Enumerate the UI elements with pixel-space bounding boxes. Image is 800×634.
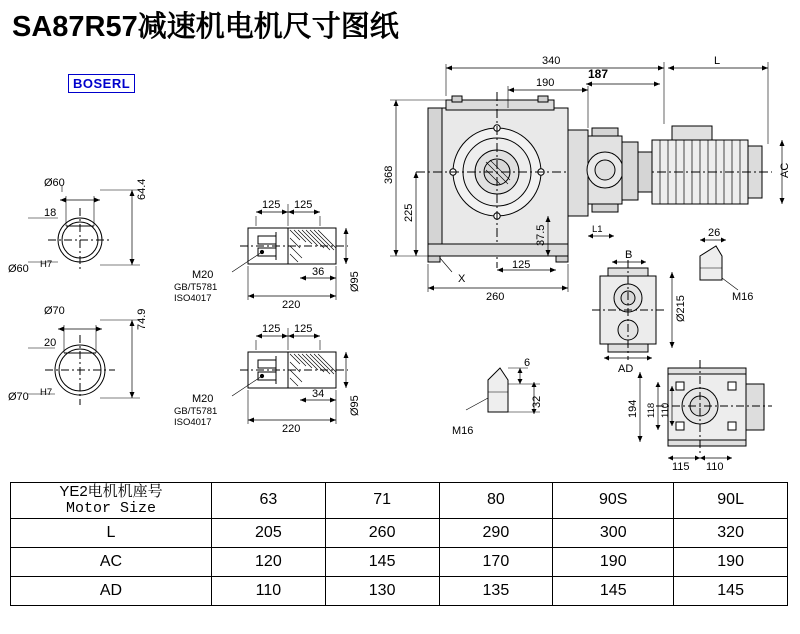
label-hs-top-outer: Ø95 (349, 271, 361, 292)
label-flange-118: 118 (646, 402, 657, 418)
label-key-h: 6 (524, 357, 531, 369)
adapter-end-view (592, 260, 675, 361)
table-header-label-cn: YE2电机机座号 (59, 483, 163, 500)
table-cell-L-3: 300 (553, 518, 674, 547)
key-detail-right (700, 238, 738, 291)
table-header-label (11, 483, 212, 519)
label-mark-X: X (458, 273, 466, 285)
table-cell-AC-3: 190 (553, 547, 674, 576)
label-hs-bottom-outer: Ø95 (349, 395, 361, 416)
label-key-w: 32 (531, 395, 543, 408)
table-cell-AC-1: 145 (325, 547, 439, 576)
table-cell-AC-4: 190 (674, 547, 788, 576)
table-cell-AD-4: 145 (674, 576, 788, 605)
label-width-187: 187 (588, 67, 609, 81)
flange-mount-view (638, 360, 773, 461)
label-shaft-height-top: 64.4 (136, 178, 148, 200)
label-shaft-fit-top: Ø60 (8, 263, 29, 275)
label-hs-bottom-std1: GB/T5781 (174, 406, 218, 417)
label-height-225: 225 (403, 203, 415, 222)
table-row-label-L: L (11, 518, 212, 547)
hollow-shaft-top (232, 204, 349, 300)
label-width-190: 190 (536, 77, 555, 89)
label-hs-top-len: 36 (312, 266, 325, 278)
label-hs-top-total: 220 (282, 299, 301, 311)
table-cell-L-1: 260 (325, 518, 439, 547)
label-motor-AC: AC (779, 162, 791, 178)
label-key-width-top: 18 (44, 207, 57, 219)
label-height-368: 368 (383, 165, 395, 184)
label-shaft-height-bottom: 74.9 (136, 308, 148, 330)
label-hs-top-std1: GB/T5781 (174, 282, 218, 293)
table-header-row (11, 483, 788, 519)
table-header-size-2: 80 (439, 483, 553, 519)
label-flange-110: 110 (660, 402, 671, 418)
label-shaft-fit-bottom: Ø70 (8, 391, 29, 403)
table-cell-AD-0: 110 (212, 576, 326, 605)
label-hs-bottom-std2: ISO4017 (174, 417, 212, 428)
label-flange-115: 115 (672, 461, 690, 473)
table-cell-AD-1: 130 (325, 576, 439, 605)
table-row (11, 547, 788, 576)
label-dia-215: Ø215 (675, 295, 687, 322)
label-dim-260: 260 (486, 291, 505, 303)
label-thread-M16-right: M16 (732, 291, 754, 303)
table-cell-AC-0: 120 (212, 547, 326, 576)
table-cell-L-2: 290 (439, 518, 553, 547)
label-width-340: 340 (542, 55, 561, 67)
table-header-size-3: 90S (553, 483, 674, 519)
table-row-label-AC: AC (11, 547, 212, 576)
table-cell-AC-2: 170 (439, 547, 553, 576)
label-hs-bottom-total: 220 (282, 423, 301, 435)
label-dim-26: 26 (708, 227, 721, 239)
table-cell-L-4: 320 (674, 518, 788, 547)
label-shaft-dia-bottom: Ø70 (44, 305, 65, 317)
label-hs-top-std2: ISO4017 (174, 293, 212, 304)
label-key-width-bottom: 20 (44, 337, 57, 349)
table-header-size-0: 63 (212, 483, 326, 519)
label-hs-top-d1: 125 (262, 199, 281, 211)
label-shaft-fit-sup-bottom: H7 (40, 387, 53, 398)
table-row (11, 576, 788, 605)
brand-logo: BOSERL (68, 74, 135, 93)
table-row-label-AD: AD (11, 576, 212, 605)
label-dim-125: 125 (512, 259, 531, 271)
label-hs-bottom-d1: 125 (262, 323, 281, 335)
label-hs-bottom-d2: 125 (294, 323, 313, 335)
table-cell-L-0: 205 (212, 518, 326, 547)
table-cell-AD-2: 135 (439, 576, 553, 605)
table-header-label-en: Motor Size (65, 500, 156, 518)
motor-size-table (10, 482, 788, 606)
label-hs-bottom-len: 34 (312, 388, 325, 400)
table-header-size-4: 90L (674, 483, 788, 519)
key-detail-lower (466, 368, 540, 414)
label-dim-L1: L1 (592, 224, 603, 235)
table-row (11, 518, 788, 547)
label-hs-top-d2: 125 (294, 199, 313, 211)
hollow-shaft-bottom (232, 328, 349, 424)
label-key-M16: M16 (452, 425, 474, 437)
label-shaft-dia-top: Ø60 (44, 177, 65, 189)
page-title: SA87R57减速机电机尺寸图纸 (12, 11, 399, 43)
label-hs-bottom-thread: M20 (192, 393, 214, 405)
label-motor-L: L (714, 55, 721, 67)
label-hs-top-thread: M20 (192, 269, 214, 281)
label-flange-194: 194 (627, 399, 639, 418)
label-AD: AD (618, 363, 634, 375)
label-flange-b110: 110 (706, 461, 724, 473)
label-dim-B: B (625, 249, 633, 261)
table-header-size-1: 71 (325, 483, 439, 519)
gearbox-main-view (390, 62, 785, 292)
label-dim-37-5: 37.5 (535, 224, 547, 246)
table-cell-AD-3: 145 (553, 576, 674, 605)
label-shaft-fit-sup-top: H7 (40, 259, 53, 270)
